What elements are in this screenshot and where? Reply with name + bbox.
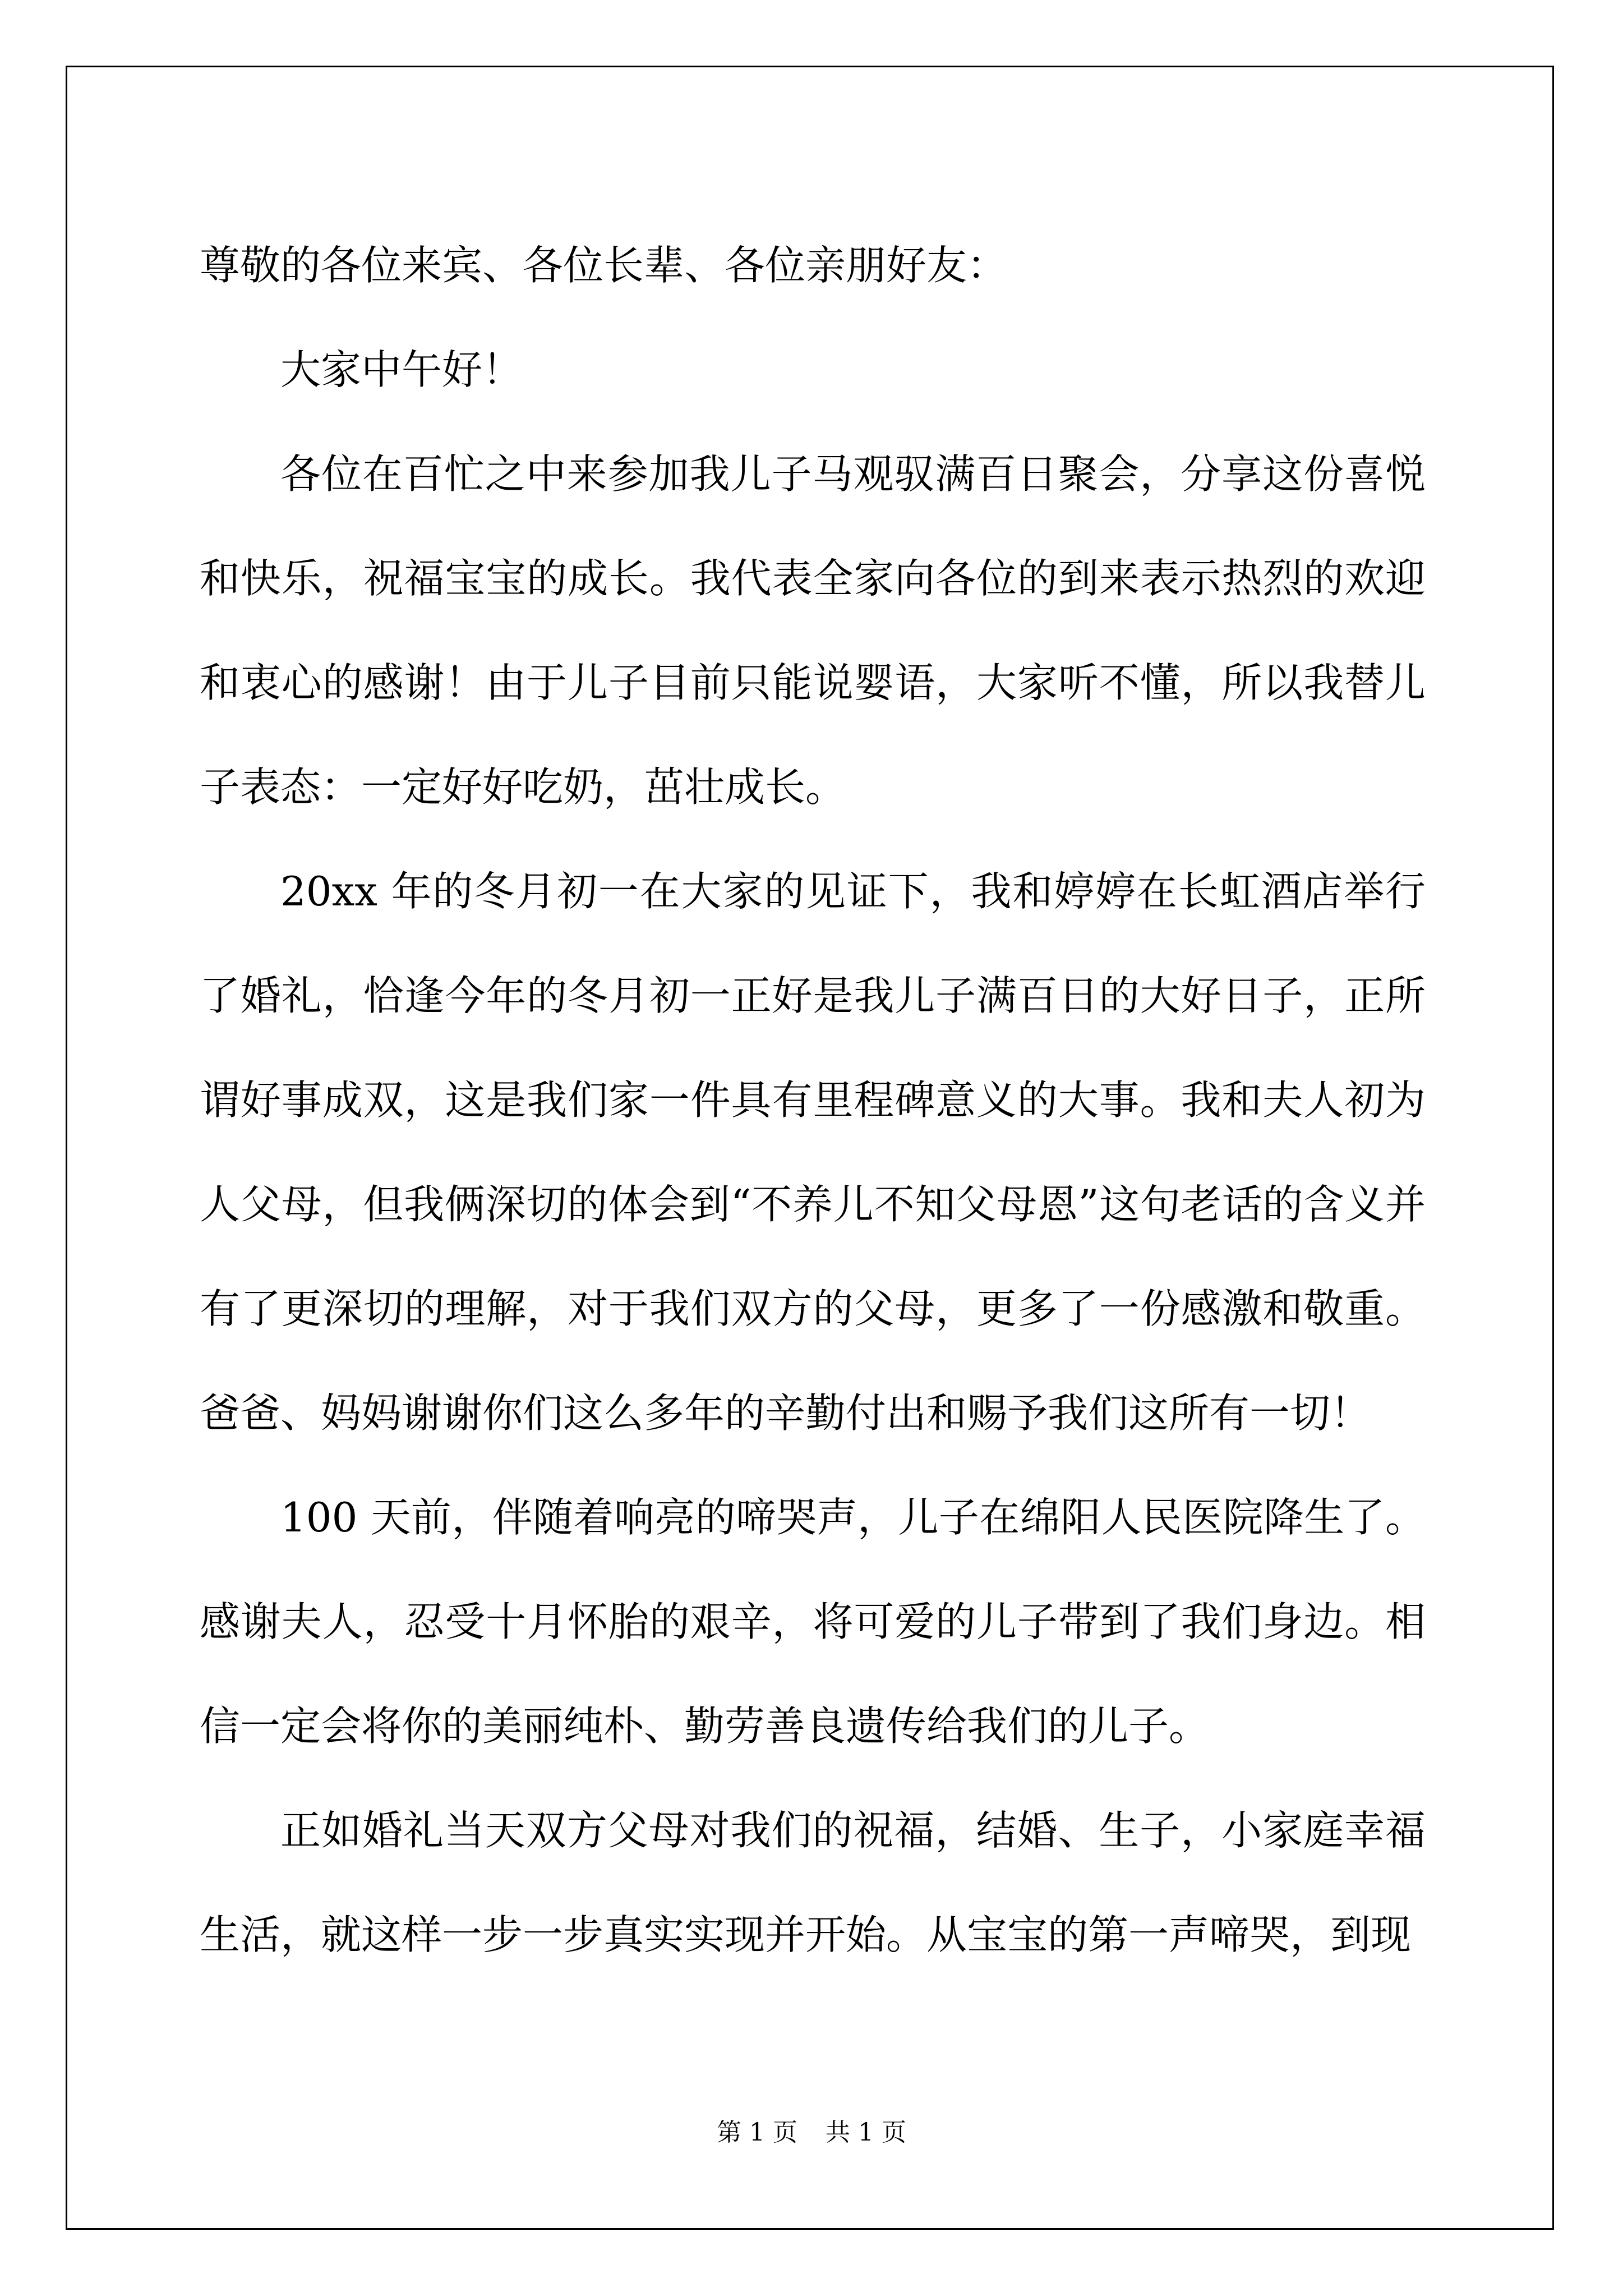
document-body — [200, 213, 1426, 1987]
page-total: 共 1 页 — [826, 2118, 906, 2147]
greeting-paragraph: 尊敬的各位来宾、各位长辈、各位亲朋好友： — [200, 242, 1008, 289]
page-footer — [0, 2116, 1623, 2150]
anniversary-paragraph: 20xx 年的冬月初一在大家的见证下，我和婷婷在长虹酒店举行了婚礼，恰逢今年的冬月初一正好是我儿子满百日的大好日子，正所谓好事成双，这是我们家一件具有里程碑意义的大事。我和夫人初为人父母，但我俩深切的体会到“不养儿不知父母恩”这句老话的含义并有了更深切的理解，对于我们双方的父母，更多了一份感激和敬重。爸爸、妈妈谢谢你们这么多年的辛勤付出和赐予我们这所有一切！ — [200, 868, 1426, 1437]
welcome-paragraph: 各位在百忙之中来参加我儿子马观驭满百日聚会，分享这份喜悦和快乐，祝福宝宝的成长。我代表全家向各位的到来表示热烈的欢迎和衷心的感谢！由于儿子目前只能说婴语，大家听不懂，所以我替儿子表态：一定好好吃奶，茁壮成长。 — [200, 450, 1426, 811]
page-number: 第 1 页 — [717, 2118, 797, 2147]
salutation-paragraph: 大家中午好！ — [280, 346, 523, 393]
blessing-paragraph: 正如婚礼当天双方父母对我们的祝福，结婚、生子，小家庭幸福生活，就这样一步一步真实实现并开始。从宝宝的第一声啼哭，到现 — [200, 1807, 1426, 1958]
birth-paragraph: 100 天前，伴随着响亮的啼哭声，儿子在绵阳人民医院降生了。感谢夫人，忍受十月怀胎的艰辛，将可爱的儿子带到了我们身边。相信一定会将你的美丽纯朴、勤劳善良遗传给我们的儿子。 — [200, 1494, 1426, 1750]
